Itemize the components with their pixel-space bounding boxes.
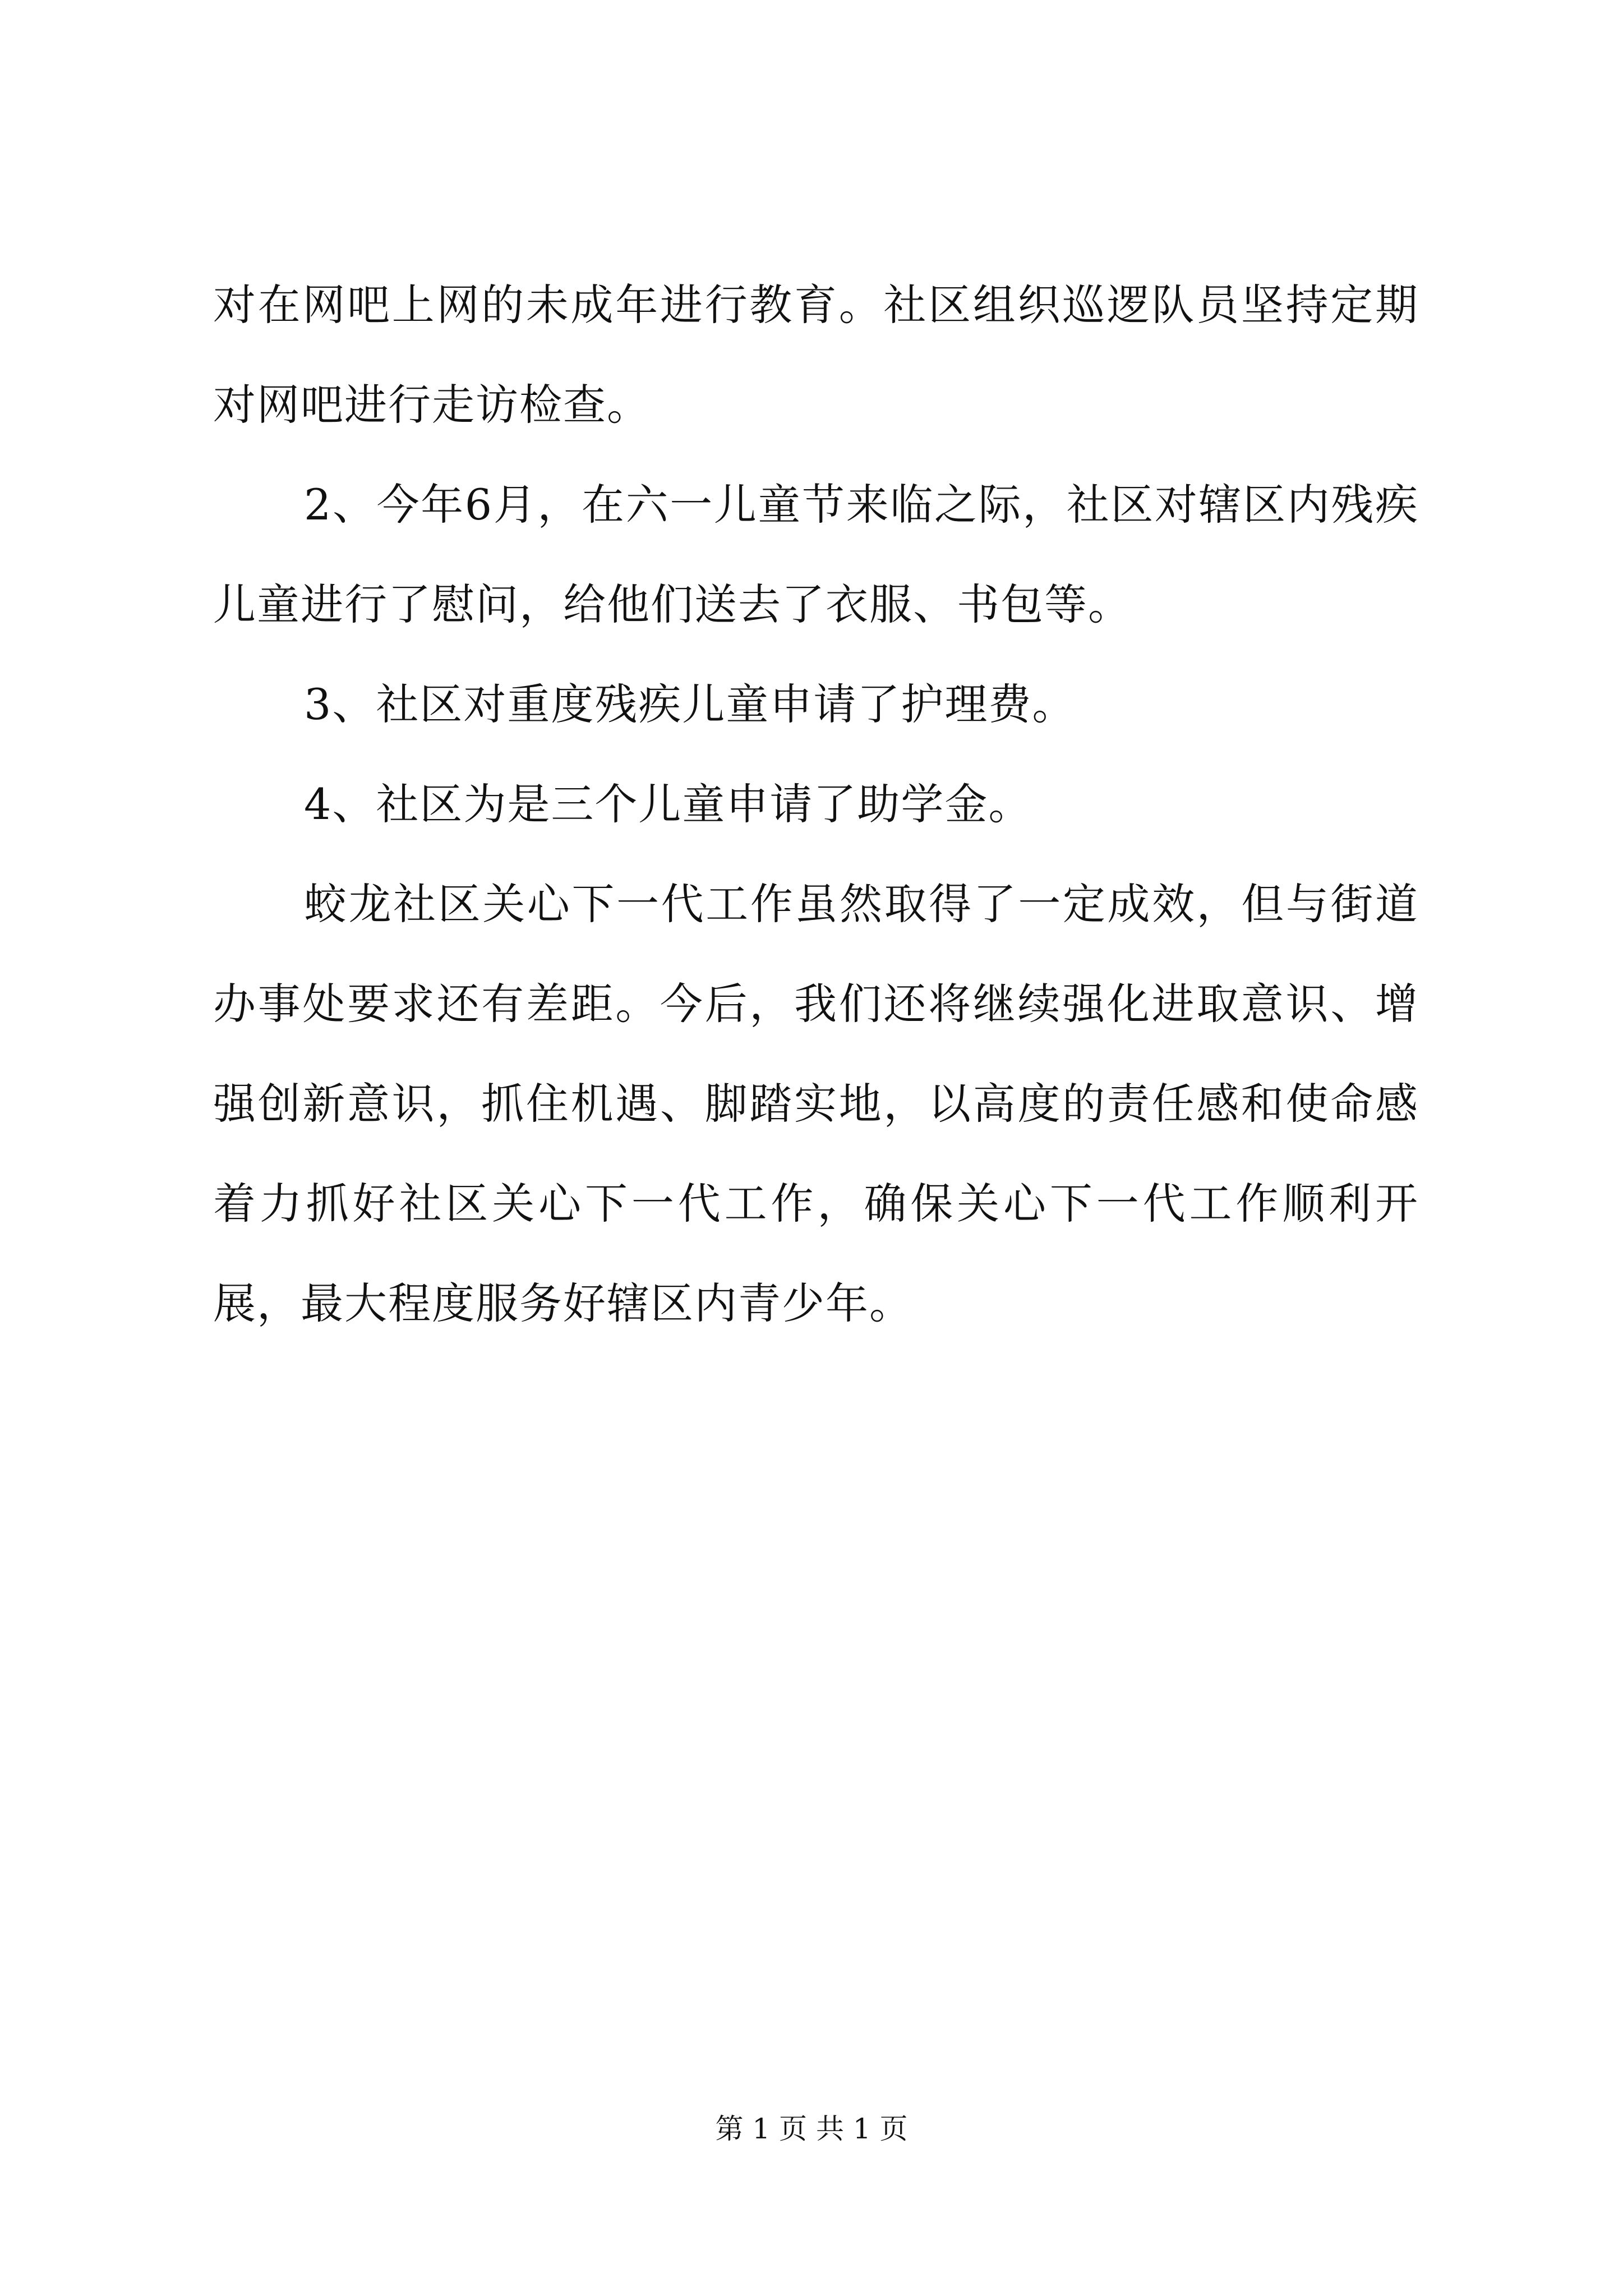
paragraph-1: 对在网吧上网的未成年进行教育。社区组织巡逻队员坚持定期对网吧进行走访检查。 <box>213 280 1419 430</box>
paragraph-4: 4、社区为是三个儿童申请了助学金。 <box>304 779 1032 829</box>
paragraph-2: 2、今年6月，在六一儿童节来临之际，社区对辖区内残疾儿童进行了慰问，给他们送去了衣服、书包等。 <box>213 480 1419 629</box>
paragraph-5: 蛟龙社区关心下一代工作虽然取得了一定成效，但与街道办事处要求还有差距。今后，我们还将继续强化进取意识、增强创新意识，抓住机遇、脚踏实地，以高度的责任感和使命感着力抓好社区关心下一代工作，确保关心下一代工作顺利开展，最大程度服务好辖区内青少年。 <box>213 879 1419 1328</box>
page-footer: 第 1 页 共 1 页 <box>715 2113 908 2145</box>
paragraph-3: 3、社区对重度残疾儿童申请了护理费。 <box>304 679 1076 729</box>
document-body <box>213 255 1419 1354</box>
